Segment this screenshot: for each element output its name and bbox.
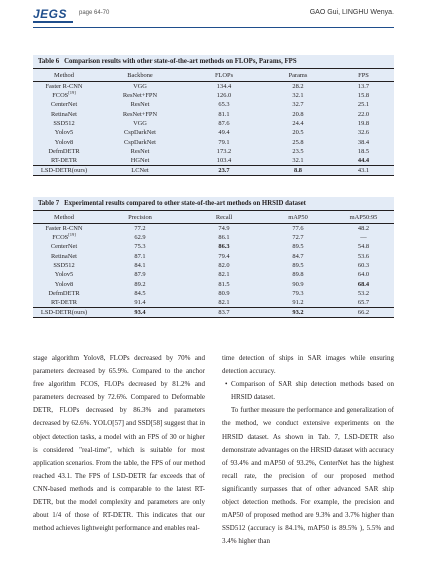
method-cell (33, 224, 95, 234)
column-header: Params (263, 69, 333, 82)
method-cell (33, 242, 95, 251)
table-cell: 80.9 (218, 289, 230, 297)
table-cell: 20.8 (292, 110, 304, 118)
method-name: RT-DETR (50, 299, 77, 307)
body-column-right (222, 352, 394, 548)
table-cell: 22.0 (357, 110, 370, 118)
column-header: Backbone (95, 69, 185, 82)
column-header: Method (33, 211, 95, 224)
table-row (33, 91, 394, 100)
table-6-header-row (33, 69, 394, 82)
table-cell: 43.1 (333, 166, 394, 176)
citation-ref: [19] (68, 232, 76, 238)
table-cell: 91.4 (134, 299, 146, 307)
table-6-title: Comparison results with other state-of-the-art methods on FLOPs, Params, FPS (64, 58, 297, 65)
table-cell: 74.9 (218, 225, 230, 232)
table-cell: 82.1 (218, 299, 230, 307)
table-cell: 79.4 (218, 252, 230, 260)
table-cell: VGG (133, 120, 147, 128)
table-6-label: Table 6 (38, 58, 60, 65)
table-cell: 60.3 (357, 262, 370, 270)
method-cell (33, 91, 95, 100)
method-name: CenterNet (50, 243, 78, 251)
table-cell: VGG (133, 83, 147, 90)
table-cell: 91.2 (292, 299, 304, 307)
table-row (33, 137, 394, 146)
method-name: FCOS (52, 92, 69, 100)
table-cell: ResNet+FPN (122, 92, 158, 100)
table-cell: 87.6 (218, 120, 230, 128)
table-7 (33, 197, 394, 318)
table-cell: 89.5 (292, 262, 304, 270)
table-row (33, 82, 394, 92)
table-cell: 90.9 (292, 280, 304, 288)
method-cell (33, 270, 95, 279)
table-cell: 18.5 (357, 147, 370, 155)
method-name: LSD-DETR(ours) (40, 309, 88, 317)
method-cell (33, 137, 95, 146)
table-cell: 19.8 (357, 120, 370, 128)
table-row (33, 119, 394, 128)
table-cell: 77.6 (292, 225, 304, 232)
table-cell: 93.2 (263, 308, 333, 318)
table-cell: CspDarkNet (124, 129, 156, 137)
table-cell: 68.4 (357, 280, 370, 288)
table-row (33, 289, 394, 298)
table-7-header-row (33, 211, 394, 224)
method-cell (33, 308, 95, 318)
page-header (33, 8, 394, 26)
method-cell (33, 156, 95, 166)
method-name: DefmDETR (48, 147, 80, 155)
table-cell: 32.1 (292, 92, 304, 100)
table-cell: 53.2 (357, 289, 370, 297)
method-cell (33, 298, 95, 308)
body-paragraph: To further measure the performance and generalization of the method, we conduct extensive experiments on the HRSID dataset. As shown in Tab. 7, LSD-DETR also demonstrate advantages on the HRSID dataset with accuracy of 93.4% and mAP50 of 93.2%, CenterNet has the highest recall rate, the precision of our proposed method significantly surpasses that of other advanced SAR ship object detection methods. For example, the precision and mAP50 of proposed method are 9.3% and 3.7% higher than SSD512 (accuracy is 84.1%, mAP50 is 89.5% ), 5.5% and 3.4% higher than (222, 406, 394, 546)
table-cell: 81.5 (218, 280, 230, 288)
method-name: Yolov8 (54, 138, 74, 146)
table-cell: ResNet (130, 101, 150, 109)
table-cell: 62.9 (134, 234, 146, 242)
method-cell (33, 110, 95, 119)
table-cell: 93.4 (95, 308, 185, 318)
table-cell: 25.8 (292, 138, 304, 146)
method-name: CenterNet (50, 101, 78, 109)
table-cell: 103.4 (216, 157, 232, 165)
table-cell: 66.2 (333, 308, 394, 318)
table-row (33, 147, 394, 156)
method-cell (33, 119, 95, 128)
method-name: Faster R-CNN (45, 225, 83, 232)
method-cell (33, 289, 95, 298)
method-cell (33, 252, 95, 261)
table-row (33, 156, 394, 166)
table-cell: 126.0 (216, 92, 232, 100)
table-cell: 134.4 (216, 83, 232, 90)
method-name: DefmDETR (48, 289, 80, 297)
table-cell: ResNet+FPN (122, 110, 158, 118)
method-cell (33, 261, 95, 270)
method-name: LSD-DETR(ours) (40, 167, 88, 175)
table-cell: 48.2 (357, 225, 370, 232)
column-header: mAP50 (263, 211, 333, 224)
table-row (33, 100, 394, 109)
page-number: page 64-70 (79, 10, 110, 16)
table-cell: 8.8 (263, 166, 333, 176)
method-name: Yolov8 (54, 280, 74, 288)
table-cell: 49.4 (218, 129, 230, 137)
table-cell: 72.7 (292, 234, 304, 242)
table-cell: 84.1 (134, 262, 146, 270)
table-cell: 79.3 (292, 289, 304, 297)
table-row (33, 110, 394, 119)
method-cell (33, 128, 95, 137)
table-cell: 77.2 (134, 225, 146, 232)
table-row (33, 224, 394, 234)
table-cell: 54.8 (357, 243, 370, 251)
table-cell: HGNet (130, 157, 150, 165)
table-row (33, 233, 394, 242)
column-header: mAP50:95 (333, 211, 394, 224)
table-6-caption (33, 55, 394, 68)
table-6-grid (33, 68, 394, 176)
table-cell: 82.1 (218, 271, 230, 279)
journal-logo (33, 8, 73, 22)
table-cell: 89.2 (134, 280, 146, 288)
table-cell: 32.7 (292, 101, 304, 109)
table-cell: LCNet (95, 166, 185, 176)
table-cell: 89.5 (292, 243, 304, 251)
table-cell: 28.2 (292, 83, 304, 90)
table-cell: 173.2 (216, 147, 232, 155)
table-7-label: Table 7 (38, 200, 60, 207)
table-row (33, 242, 394, 251)
table-cell: 64.0 (357, 271, 370, 279)
table-row (33, 128, 394, 137)
table-row (33, 270, 394, 279)
table-cell: 25.1 (357, 101, 370, 109)
table-6 (33, 55, 394, 176)
body-paragraph: stage algorithm Yolov8, FLOPs decreased by 70% and parameters decreased by 65.9%. Compared to the anchor free algorithm FCOS, FLOPs decreased by 81.2% and parameters decreased by 72.6%. Compared to Deformable DETR, FLOPs decreased by 86.3% and parameters decreased by 62.6%. YOLO[57] and SSD[58] suggest that in object detection tasks, a model with an FPS of 30 or higher is considered "real-time", which is suitable for most application scenarios. From the table, the FPS of our method reached 43.1. The FPS of LSD-DETR far exceeds that of CNN-based methods and is comparable to the latest RT-DETR, but the model complexity and parameters are only about 1/4 of those of RT-DETR. This indicates that our method achieves lightweight performance and enables real- (33, 354, 205, 533)
table-row (33, 298, 394, 308)
journal-logo-text: JEGS (33, 7, 68, 21)
table-cell: 20.5 (292, 129, 304, 137)
table-cell: 86.1 (218, 234, 230, 242)
method-name: RetinaNet (51, 110, 77, 118)
table-row (33, 252, 394, 261)
table-cell: 13.7 (357, 83, 370, 90)
table-cell: 79.1 (218, 138, 230, 146)
table-cell: 38.4 (357, 138, 370, 146)
method-name: SSD512 (53, 262, 75, 270)
column-header: FPS (333, 69, 394, 82)
running-authors: GAO Gui, LINGHU Wenya. (309, 9, 394, 16)
method-name: FCOS (52, 234, 69, 242)
column-header: Recall (185, 211, 263, 224)
table-cell: 65.3 (218, 101, 230, 109)
table-cell: 23.7 (185, 166, 263, 176)
body-paragraph: time detection of ships in SAR images while ensuring detection accuracy. (222, 354, 394, 376)
table-cell: 44.4 (357, 157, 370, 165)
table-7-caption (33, 197, 394, 210)
header-rule (33, 27, 394, 28)
table-7-title: Experimental results compared to other state-of-the-art methods on HRSID dataset (64, 200, 306, 207)
citation-ref: [19] (68, 90, 76, 96)
method-cell (33, 279, 95, 288)
column-header: Precision (95, 211, 185, 224)
table-cell: 86.3 (218, 243, 230, 251)
table-cell: 84.7 (292, 252, 304, 260)
method-name: RetinaNet (51, 252, 77, 260)
method-name: Yolov5 (54, 129, 74, 137)
table-cell: 53.6 (357, 252, 370, 260)
table-row (33, 166, 394, 176)
table-cell: — (360, 234, 367, 242)
method-name: Faster R-CNN (45, 83, 83, 90)
method-cell (33, 233, 95, 242)
table-cell: CspDarkNet (124, 138, 156, 146)
table-cell: 32.6 (357, 129, 370, 137)
table-cell: 82.0 (218, 262, 230, 270)
bullet-paragraph: • Comparison of SAR ship detection methods based on HRSID dataset. (225, 380, 394, 402)
table-cell: 23.5 (292, 147, 304, 155)
table-cell: 32.1 (292, 157, 304, 165)
table-cell: 84.5 (134, 289, 146, 297)
body-column-left (33, 352, 205, 535)
table-cell: 81.1 (218, 110, 230, 118)
table-cell: 75.3 (134, 243, 146, 251)
column-header: FLOPs (185, 69, 263, 82)
method-name: Yolov5 (54, 271, 74, 279)
table-cell: 89.8 (292, 271, 304, 279)
table-cell: 24.4 (292, 120, 304, 128)
table-cell: 87.1 (134, 252, 146, 260)
table-cell: 83.7 (185, 308, 263, 318)
method-cell (33, 147, 95, 156)
table-cell: ResNet (130, 147, 150, 155)
method-cell (33, 82, 95, 92)
table-cell: 87.9 (134, 271, 146, 279)
logo-underline (33, 21, 73, 23)
table-row (33, 308, 394, 318)
table-row (33, 261, 394, 270)
method-cell (33, 100, 95, 109)
method-name: RT-DETR (50, 157, 77, 165)
method-cell (33, 166, 95, 176)
table-7-grid (33, 210, 394, 318)
table-row (33, 279, 394, 288)
method-name: SSD512 (53, 120, 75, 128)
column-header: Method (33, 69, 95, 82)
table-cell: 65.7 (357, 299, 370, 307)
table-cell: 15.8 (357, 92, 370, 100)
